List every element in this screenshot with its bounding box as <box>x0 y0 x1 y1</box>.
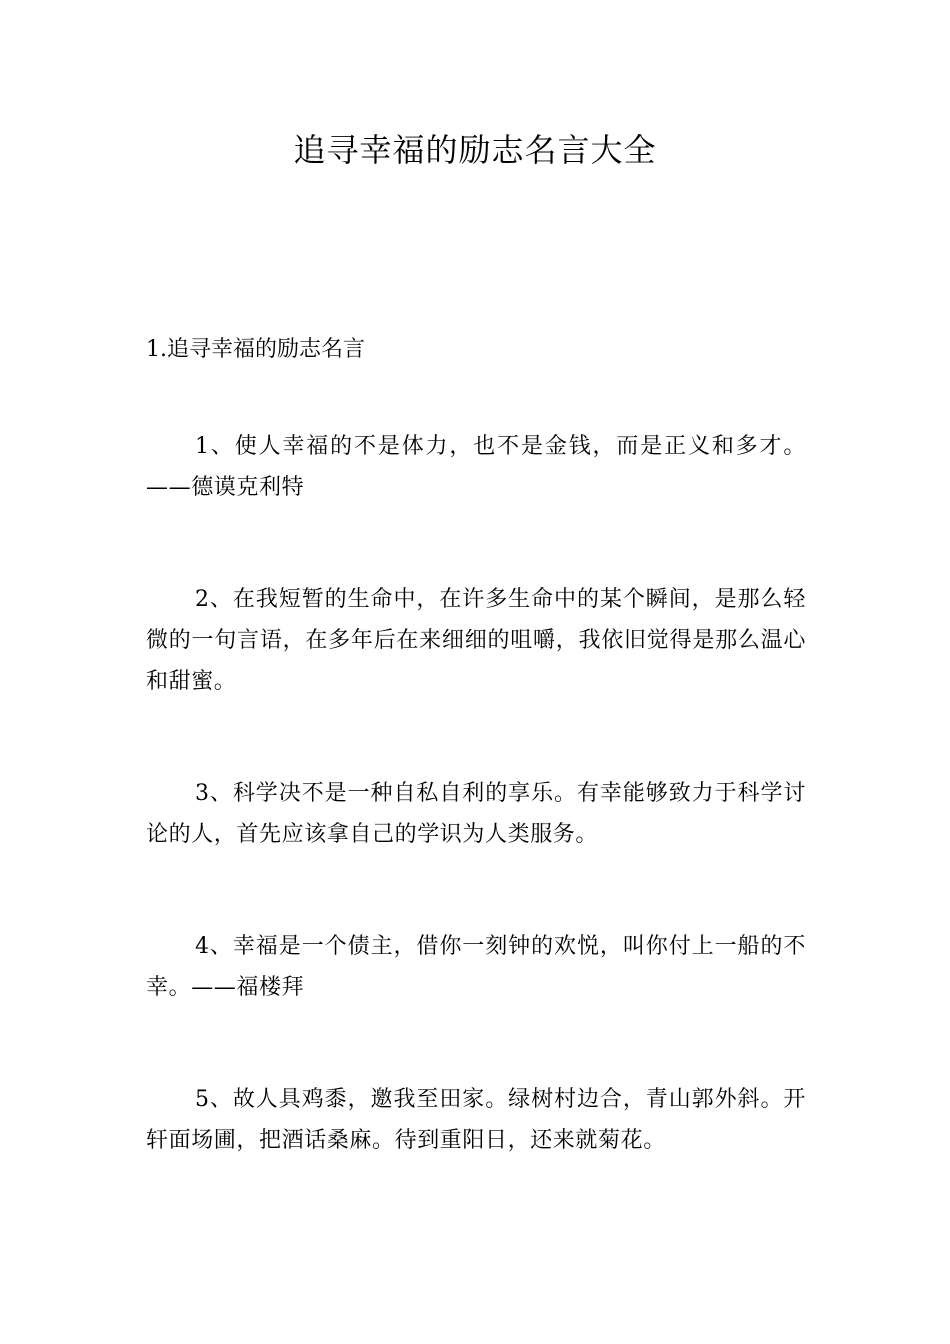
document-title: 追寻幸福的励志名言大全 <box>293 131 657 169</box>
quote-item-3: 3、科学决不是一种自私自利的享乐。有幸能够致力于科学讨论的人，首先应该拿自己的学识为人类服务。 <box>146 781 806 847</box>
quote-item-2: 2、在我短暂的生命中，在许多生命中的某个瞬间，是那么轻微的一句言语，在多年后在来细细的咀嚼，我依旧觉得是那么温心和甜蜜。 <box>146 587 806 694</box>
quote-item-4: 4、幸福是一个债主，借你一刻钟的欢悦，叫你付上一船的不幸。——福楼拜 <box>146 934 806 1000</box>
section-heading: 1.追寻幸福的励志名言 <box>146 337 365 362</box>
quote-list <box>146 426 806 1232</box>
quote-item-1: 1、使人幸福的不是体力，也不是金钱，而是正义和多才。——德谟克利特 <box>146 434 806 500</box>
quote-item-5: 5、故人具鸡黍，邀我至田家。绿树村边合，青山郭外斜。开轩面场圃，把酒话桑麻。待到重阳日，还来就菊花。 <box>146 1087 806 1153</box>
